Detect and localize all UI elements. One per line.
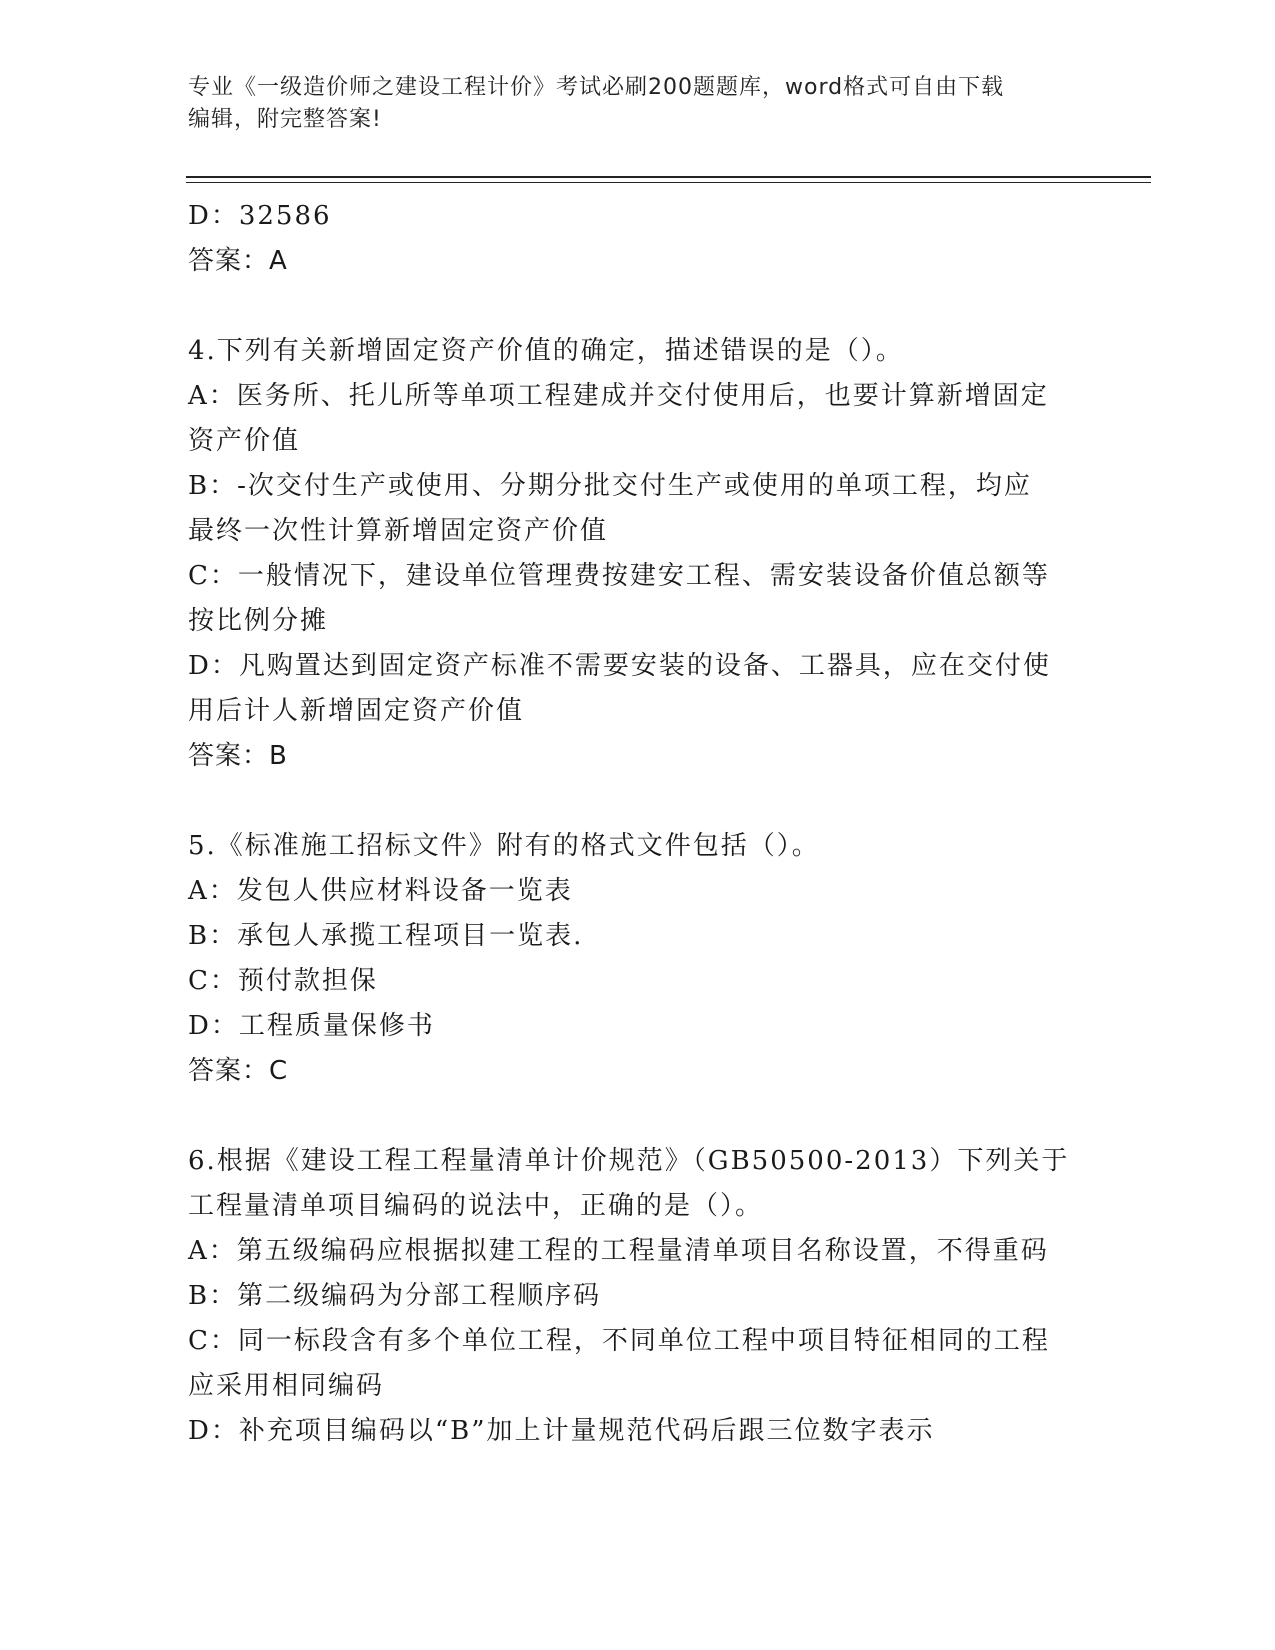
q3-option-d: D：32586 bbox=[188, 201, 332, 231]
header-divider-thin bbox=[186, 182, 1151, 183]
spacer bbox=[188, 1094, 1088, 1139]
q5-stem: 5.《标准施工招标文件》附有的格式文件包括（）。 bbox=[188, 831, 820, 861]
q6-stem-line1: 6.根据《建设工程工程量清单计价规范》（GB50500-2013）下列关于 bbox=[188, 1146, 1070, 1176]
q6-option-c-line2: 应采用相同编码 bbox=[188, 1371, 385, 1401]
header-line-2: 编辑，附完整答案! bbox=[188, 107, 382, 132]
q4-option-a-line1: A：医务所、托儿所等单项工程建成并交付使用后，也要计算新增固定 bbox=[188, 381, 1049, 411]
q4-answer: 答案：B bbox=[188, 741, 288, 771]
q5-option-b: B：承包人承揽工程项目一览表. bbox=[188, 921, 584, 951]
q3-answer: 答案：A bbox=[188, 246, 288, 276]
q5-option-a: A：发包人供应材料设备一览表 bbox=[188, 876, 573, 906]
spacer bbox=[188, 284, 1088, 329]
header-divider-thick bbox=[186, 176, 1151, 178]
q4-option-d-line2: 用后计人新增固定资产价值 bbox=[188, 696, 525, 726]
q4-option-a-line2: 资产价值 bbox=[188, 426, 301, 456]
q4-option-b-line2: 最终一次性计算新增固定资产价值 bbox=[188, 516, 609, 546]
page-header bbox=[188, 72, 1068, 136]
q4-option-c-line1: C：一般情况下，建设单位管理费按建安工程、需安装设备价值总额等 bbox=[188, 561, 1050, 591]
q5-answer: 答案：C bbox=[188, 1056, 289, 1086]
q6-option-c-line1: C：同一标段含有多个单位工程，不同单位工程中项目特征相同的工程 bbox=[188, 1326, 1050, 1356]
header-line-1: 专业《一级造价师之建设工程计价》考试必刷200题题库，word格式可自由下载 bbox=[188, 75, 1005, 100]
q5-option-d: D：工程质量保修书 bbox=[188, 1011, 435, 1041]
q6-stem-line2: 工程量清单项目编码的说法中，正确的是（）。 bbox=[188, 1191, 764, 1221]
q4-option-d-line1: D：凡购置达到固定资产标准不需要安装的设备、工器具，应在交付使 bbox=[188, 651, 1051, 681]
q5-option-c: C：预付款担保 bbox=[188, 966, 378, 996]
q4-option-c-line2: 按比例分摊 bbox=[188, 606, 329, 636]
spacer bbox=[188, 779, 1088, 824]
q6-option-a: A：第五级编码应根据拟建工程的工程量清单项目名称设置，不得重码 bbox=[188, 1236, 1049, 1266]
q4-stem: 4.下列有关新增固定资产价值的确定，描述错误的是（）。 bbox=[188, 336, 904, 366]
question-content bbox=[188, 194, 1088, 1454]
q6-option-d: D：补充项目编码以“B”加上计量规范代码后跟三位数字表示 bbox=[188, 1416, 935, 1446]
q4-option-b-line1: B：-次交付生产或使用、分期分批交付生产或使用的单项工程，均应 bbox=[188, 471, 1032, 501]
q6-option-b: B：第二级编码为分部工程顺序码 bbox=[188, 1281, 602, 1311]
